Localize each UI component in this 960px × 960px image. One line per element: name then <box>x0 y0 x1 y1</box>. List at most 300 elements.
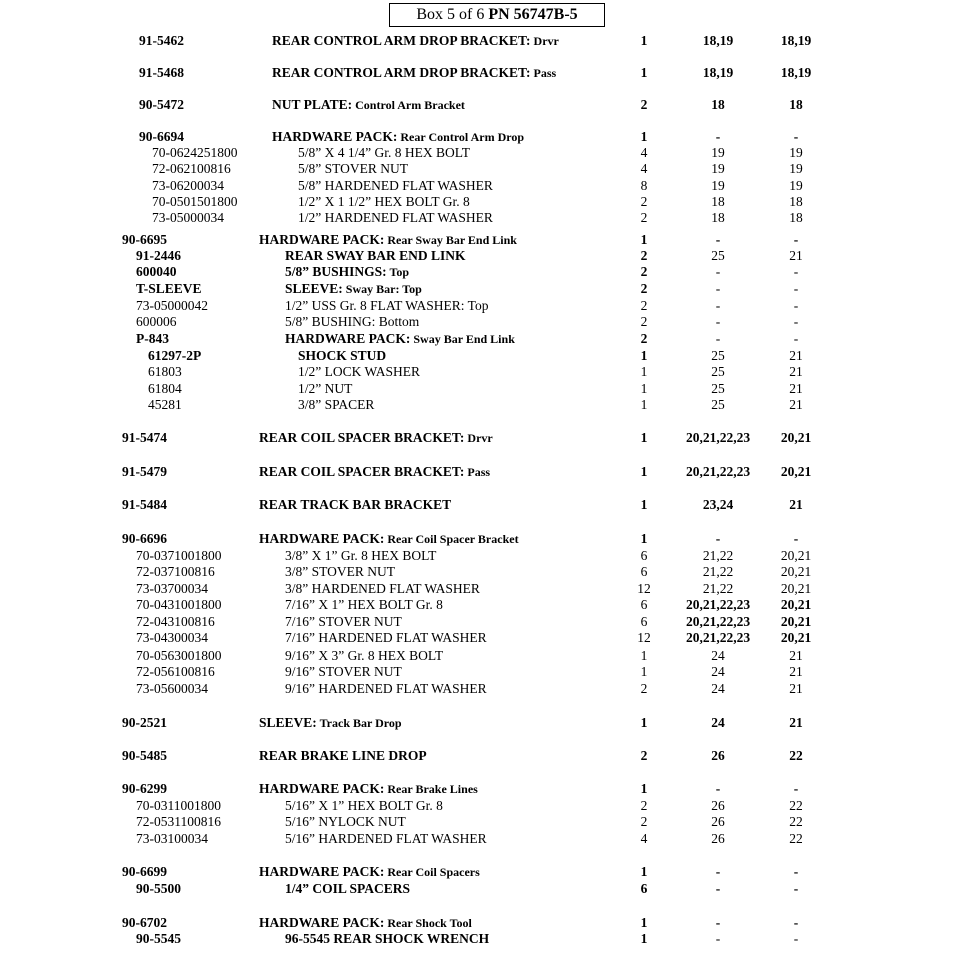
table-row <box>0 397 960 413</box>
table-row <box>0 248 960 264</box>
description-main: 5/8” STOVER NUT <box>298 161 408 176</box>
quantity: 1 <box>640 33 648 48</box>
description <box>298 381 352 397</box>
table-row <box>0 581 960 597</box>
step-ref: - <box>793 331 799 346</box>
description-main: 3/8” X 1” Gr. 8 HEX BOLT <box>285 548 437 563</box>
description-main: 9/16” STOVER NUT <box>285 664 402 679</box>
quantity: 1 <box>640 531 648 546</box>
page-ref: - <box>715 531 721 546</box>
description <box>298 210 493 226</box>
step-ref: 21 <box>789 664 803 679</box>
part-number: 90-5500 <box>136 881 181 896</box>
description-detail: Track Bar Drop <box>316 716 402 730</box>
quantity: 1 <box>640 648 648 663</box>
description-main: HARDWARE PACK: <box>259 531 385 546</box>
step-ref: - <box>793 232 799 247</box>
description <box>298 348 386 364</box>
quantity: 6 <box>640 614 648 629</box>
quantity: 1 <box>640 381 648 396</box>
description-main: SHOCK STUD <box>298 348 387 363</box>
table-row <box>0 748 960 764</box>
step-ref: 21 <box>789 248 803 263</box>
page-ref: 20,21,22,23 <box>685 597 751 612</box>
description-main: HARDWARE PACK: <box>259 915 385 930</box>
page-ref: - <box>715 881 721 896</box>
quantity: 2 <box>640 798 648 813</box>
step-ref: - <box>793 129 799 144</box>
page-ref: 18 <box>711 97 725 112</box>
step-ref: 20,21 <box>780 630 812 645</box>
step-ref: 20,21 <box>780 548 812 563</box>
table-row <box>0 97 960 113</box>
description-main: 7/16” HARDENED FLAT WASHER <box>285 630 487 645</box>
part-number: 90-5545 <box>136 931 181 946</box>
table-row <box>0 931 960 947</box>
quantity: 12 <box>637 630 651 645</box>
quantity: 2 <box>640 281 648 296</box>
table-row <box>0 814 960 830</box>
part-number: 70-0624251800 <box>152 145 238 160</box>
step-ref: 18 <box>789 210 803 225</box>
step-ref: - <box>793 915 799 930</box>
description-main: SLEEVE: <box>259 715 317 730</box>
step-ref: 18,19 <box>780 65 812 80</box>
table-row <box>0 497 960 513</box>
table-row <box>0 298 960 314</box>
part-number: 91-5474 <box>122 430 167 445</box>
description-main: HARDWARE PACK: <box>272 129 398 144</box>
step-ref: 22 <box>789 748 803 763</box>
table-row <box>0 597 960 613</box>
quantity: 6 <box>640 564 648 579</box>
quantity: 2 <box>640 264 648 279</box>
description-detail: Pass <box>530 66 557 80</box>
description-detail: Rear Brake Lines <box>384 782 478 796</box>
description <box>298 397 374 413</box>
description <box>259 464 490 480</box>
part-number: 90-6696 <box>122 531 167 546</box>
box-label: Box 5 of 6 <box>416 6 485 23</box>
table-row <box>0 681 960 697</box>
page-ref: 26 <box>711 798 725 813</box>
description <box>272 33 559 49</box>
quantity: 1 <box>640 915 648 930</box>
part-number: 61804 <box>148 381 182 396</box>
page-ref: - <box>715 264 721 279</box>
part-number: T-SLEEVE <box>136 281 202 296</box>
quantity: 1 <box>640 864 648 879</box>
quantity: 1 <box>640 65 648 80</box>
page-ref: 20,21,22,23 <box>685 430 751 445</box>
step-ref: 21 <box>789 381 803 396</box>
page-ref: - <box>715 915 721 930</box>
page-ref: 26 <box>711 748 725 763</box>
page-ref: 19 <box>711 145 725 160</box>
description <box>285 798 443 814</box>
description <box>259 864 480 880</box>
description <box>285 248 466 264</box>
quantity: 1 <box>640 397 648 412</box>
part-number: 90-6695 <box>122 232 167 247</box>
description <box>285 881 410 897</box>
page-ref: 23,24 <box>702 497 734 512</box>
quantity: 12 <box>637 581 651 596</box>
description-main: REAR COIL SPACER BRACKET: <box>259 430 465 445</box>
step-ref: - <box>793 931 799 946</box>
quantity: 1 <box>640 430 648 445</box>
page-ref: 24 <box>711 664 725 679</box>
page-ref: - <box>715 281 721 296</box>
description <box>298 364 420 380</box>
description-main: 5/16” X 1” HEX BOLT Gr. 8 <box>285 798 443 813</box>
page-ref: 21,22 <box>702 581 734 596</box>
page-ref: 18,19 <box>702 33 734 48</box>
description <box>285 630 487 646</box>
description <box>259 497 451 513</box>
part-number: 70-0371001800 <box>136 548 222 563</box>
description <box>259 748 427 764</box>
part-number: 90-2521 <box>122 715 167 730</box>
page-ref: - <box>715 331 721 346</box>
part-number: 72-037100816 <box>136 564 215 579</box>
description <box>259 531 519 547</box>
description-detail: Top <box>386 265 410 279</box>
part-number: 70-0501501800 <box>152 194 238 209</box>
table-row <box>0 831 960 847</box>
part-number: 91-5484 <box>122 497 167 512</box>
description <box>285 814 406 830</box>
page-ref: 24 <box>711 648 725 663</box>
description-main: 5/8” BUSHINGS: <box>285 264 387 279</box>
page-ref: 20,21,22,23 <box>685 464 751 479</box>
description-main: HARDWARE PACK: <box>259 232 385 247</box>
table-row <box>0 648 960 664</box>
part-number: 91-5462 <box>139 33 184 48</box>
description-main: 3/8” STOVER NUT <box>285 564 395 579</box>
quantity: 1 <box>640 931 648 946</box>
pn-label: PN 56747B-5 <box>488 6 578 23</box>
table-row <box>0 314 960 330</box>
description-main: 1/2” LOCK WASHER <box>298 364 421 379</box>
table-row <box>0 464 960 480</box>
part-number: 73-04300034 <box>136 630 208 645</box>
table-row <box>0 864 960 880</box>
step-ref: 21 <box>789 681 803 696</box>
step-ref: 18 <box>789 97 803 112</box>
part-number: 61803 <box>148 364 182 379</box>
description-main: REAR CONTROL ARM DROP BRACKET: <box>272 65 531 80</box>
description-main: 7/16” X 1” HEX BOLT Gr. 8 <box>285 597 443 612</box>
page-ref: - <box>715 298 721 313</box>
part-number: 90-6299 <box>122 781 167 796</box>
quantity: 1 <box>640 464 648 479</box>
description-detail: Rear Coil Spacer Bracket <box>384 532 519 546</box>
page-ref: 19 <box>711 161 725 176</box>
part-number: 70-0431001800 <box>136 597 222 612</box>
table-row <box>0 548 960 564</box>
table-row <box>0 281 960 297</box>
part-number: 72-056100816 <box>136 664 215 679</box>
description-main: 5/16” HARDENED FLAT WASHER <box>285 831 487 846</box>
table-row <box>0 781 960 797</box>
table-row <box>0 194 960 210</box>
part-number: 45281 <box>148 397 182 412</box>
page-ref: 20,21,22,23 <box>685 614 751 629</box>
page-ref: - <box>715 129 721 144</box>
description-detail: Control Arm Bracket <box>352 98 465 112</box>
part-number: 600006 <box>136 314 177 329</box>
step-ref: - <box>793 264 799 279</box>
description-detail: Rear Coil Spacers <box>384 865 480 879</box>
step-ref: 20,21 <box>780 581 812 596</box>
page-ref: 19 <box>711 178 725 193</box>
step-ref: 19 <box>789 161 803 176</box>
description-main: 5/8” HARDENED FLAT WASHER <box>298 178 493 193</box>
description <box>285 264 409 280</box>
description <box>285 597 443 613</box>
part-number: 73-03100034 <box>136 831 208 846</box>
quantity: 1 <box>640 364 648 379</box>
description-detail: Drvr <box>530 34 559 48</box>
quantity: 1 <box>640 129 648 144</box>
page-ref: 18 <box>711 194 725 209</box>
quantity: 2 <box>640 210 648 225</box>
step-ref: - <box>793 864 799 879</box>
table-row <box>0 881 960 897</box>
step-ref: 22 <box>789 831 803 846</box>
quantity: 6 <box>640 548 648 563</box>
page-ref: 25 <box>711 381 725 396</box>
table-row <box>0 178 960 194</box>
description <box>298 161 408 177</box>
description-main: 5/8” BUSHING: Bottom <box>285 314 420 329</box>
description-main: REAR BRAKE LINE DROP <box>259 748 427 763</box>
quantity: 2 <box>640 314 648 329</box>
part-number: 70-0563001800 <box>136 648 222 663</box>
description-main: SLEEVE: <box>285 281 343 296</box>
step-ref: 19 <box>789 145 803 160</box>
table-row <box>0 129 960 145</box>
description <box>272 97 465 113</box>
step-ref: 18,19 <box>780 33 812 48</box>
description <box>298 194 470 210</box>
description <box>272 129 524 145</box>
description-detail: Pass <box>464 465 491 479</box>
part-number: 61297-2P <box>148 348 202 363</box>
quantity: 2 <box>640 748 648 763</box>
step-ref: - <box>793 781 799 796</box>
step-ref: 20,21 <box>780 614 812 629</box>
quantity: 6 <box>640 881 648 896</box>
description <box>285 548 436 564</box>
description-main: 1/2” NUT <box>298 381 353 396</box>
step-ref: 20,21 <box>780 597 812 612</box>
quantity: 2 <box>640 248 648 263</box>
page-ref: 21,22 <box>702 548 734 563</box>
part-number: 72-043100816 <box>136 614 215 629</box>
part-number: 73-05600034 <box>136 681 208 696</box>
table-row <box>0 145 960 161</box>
description <box>259 430 493 446</box>
table-row <box>0 161 960 177</box>
table-row <box>0 531 960 547</box>
page-ref: - <box>715 232 721 247</box>
page-ref: 18 <box>711 210 725 225</box>
table-row <box>0 915 960 931</box>
part-number: 72-062100816 <box>152 161 231 176</box>
step-ref: 18 <box>789 194 803 209</box>
description-detail: Rear Sway Bar End Link <box>384 233 517 247</box>
description-main: HARDWARE PACK: <box>259 864 385 879</box>
part-number: 90-5472 <box>139 97 184 112</box>
table-row <box>0 798 960 814</box>
description <box>285 681 487 697</box>
page-ref: - <box>715 864 721 879</box>
part-number: 70-0311001800 <box>136 798 221 813</box>
description <box>285 648 443 664</box>
page-ref: 26 <box>711 831 725 846</box>
part-number: 73-05000042 <box>136 298 208 313</box>
page-ref: - <box>715 931 721 946</box>
description <box>298 178 493 194</box>
step-ref: 21 <box>789 497 803 512</box>
step-ref: - <box>793 881 799 896</box>
quantity: 4 <box>640 831 648 846</box>
description-main: 5/8” X 4 1/4” Gr. 8 HEX BOLT <box>298 145 470 160</box>
table-row <box>0 331 960 347</box>
part-number: 73-05000034 <box>152 210 224 225</box>
step-ref: - <box>793 298 799 313</box>
page-ref: 25 <box>711 364 725 379</box>
description <box>259 781 478 797</box>
description <box>259 232 517 248</box>
quantity: 1 <box>640 232 648 247</box>
description-detail: Rear Control Arm Drop <box>397 130 525 144</box>
table-row <box>0 210 960 226</box>
description-main: REAR SWAY BAR END LINK <box>285 248 466 263</box>
part-number: 90-6699 <box>122 864 167 879</box>
quantity: 2 <box>640 331 648 346</box>
description-main: 9/16” X 3” Gr. 8 HEX BOLT <box>285 648 444 663</box>
step-ref: 22 <box>789 814 803 829</box>
part-number: 90-5485 <box>122 748 167 763</box>
step-ref: - <box>793 531 799 546</box>
quantity: 1 <box>640 715 648 730</box>
quantity: 6 <box>640 597 648 612</box>
description <box>285 298 488 314</box>
step-ref: 21 <box>789 348 803 363</box>
step-ref: 20,21 <box>780 564 812 579</box>
step-ref: - <box>793 281 799 296</box>
part-number: 90-6694 <box>139 129 184 144</box>
page-ref: - <box>715 314 721 329</box>
page-ref: - <box>715 781 721 796</box>
description <box>285 664 402 680</box>
table-row <box>0 614 960 630</box>
description-main: 3/8” SPACER <box>298 397 375 412</box>
quantity: 2 <box>640 681 648 696</box>
part-number: 91-5468 <box>139 65 184 80</box>
page-ref: 26 <box>711 814 725 829</box>
description <box>285 931 489 947</box>
description <box>298 145 470 161</box>
description-detail: Rear Shock Tool <box>384 916 472 930</box>
step-ref: 21 <box>789 364 803 379</box>
description <box>285 281 422 297</box>
step-ref: 21 <box>789 715 803 730</box>
description-main: HARDWARE PACK: <box>285 331 411 346</box>
description-main: 7/16” STOVER NUT <box>285 614 402 629</box>
table-row <box>0 715 960 731</box>
table-row <box>0 348 960 364</box>
description-main: 1/4” COIL SPACERS <box>285 881 411 896</box>
quantity: 1 <box>640 348 648 363</box>
description <box>285 831 487 847</box>
page-ref: 25 <box>711 397 725 412</box>
table-row <box>0 664 960 680</box>
part-number: 72-0531100816 <box>136 814 221 829</box>
table-row <box>0 65 960 81</box>
table-row <box>0 564 960 580</box>
description <box>285 564 395 580</box>
part-number: 600040 <box>136 264 177 279</box>
quantity: 2 <box>640 814 648 829</box>
part-number: 73-06200034 <box>152 178 224 193</box>
part-number: P-843 <box>136 331 169 346</box>
table-row <box>0 381 960 397</box>
page-ref: 18,19 <box>702 65 734 80</box>
description <box>285 331 515 347</box>
table-row <box>0 364 960 380</box>
description-detail: Drvr <box>464 431 493 445</box>
description-main: REAR TRACK BAR BRACKET <box>259 497 452 512</box>
page-ref: 24 <box>711 715 725 730</box>
description-main: 1/2” X 1 1/2” HEX BOLT Gr. 8 <box>298 194 470 209</box>
quantity: 2 <box>640 298 648 313</box>
description <box>285 614 402 630</box>
step-ref: 20,21 <box>780 464 812 479</box>
description-main: 1/2” USS Gr. 8 FLAT WASHER: Top <box>285 298 489 313</box>
description <box>259 915 472 931</box>
quantity: 2 <box>640 97 648 112</box>
box-title <box>389 3 605 27</box>
quantity: 1 <box>640 497 648 512</box>
step-ref: 22 <box>789 798 803 813</box>
description-main: REAR COIL SPACER BRACKET: <box>259 464 465 479</box>
page-ref: 24 <box>711 681 725 696</box>
page-ref: 21,22 <box>702 564 734 579</box>
page-ref: 25 <box>711 348 725 363</box>
table-row <box>0 430 960 446</box>
description <box>259 715 402 731</box>
description <box>285 581 480 597</box>
page-ref: 20,21,22,23 <box>685 630 751 645</box>
step-ref: 21 <box>789 648 803 663</box>
description <box>285 314 419 330</box>
quantity: 1 <box>640 664 648 679</box>
table-row <box>0 232 960 248</box>
quantity: 1 <box>640 781 648 796</box>
description-detail: Sway Bar End Link <box>410 332 515 346</box>
page-ref: 25 <box>711 248 725 263</box>
description-main: HARDWARE PACK: <box>259 781 385 796</box>
quantity: 8 <box>640 178 648 193</box>
part-number: 90-6702 <box>122 915 167 930</box>
table-row <box>0 630 960 646</box>
description-main: REAR CONTROL ARM DROP BRACKET: <box>272 33 531 48</box>
description-main: NUT PLATE: <box>272 97 353 112</box>
